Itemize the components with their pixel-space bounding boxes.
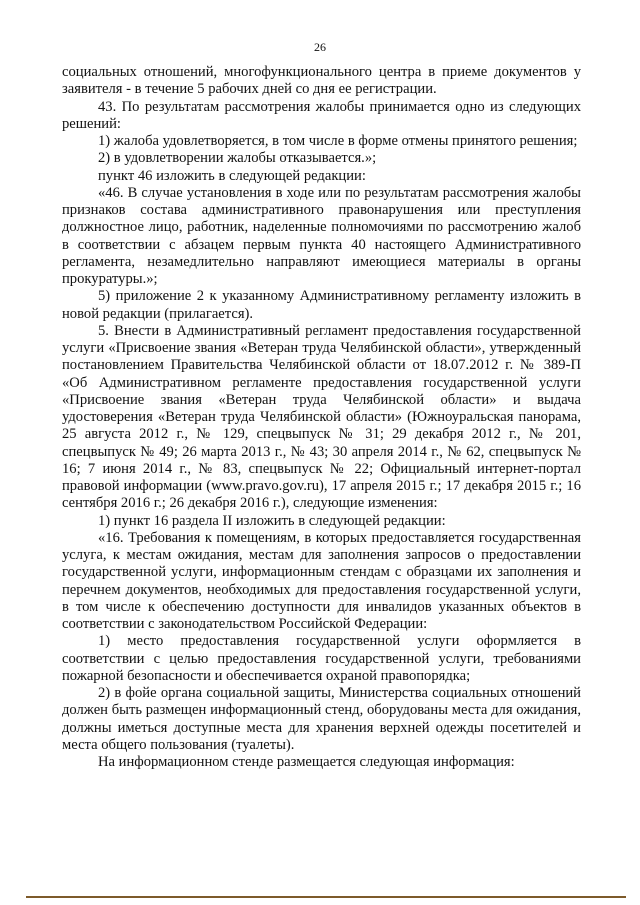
paragraph-decision-2: 2) в удовлетворении жалобы отказывается.»; xyxy=(98,150,377,167)
paragraph-decision-1: 1) жалоба удовлетворяется, в том числе в форме отмены принятого решения; xyxy=(98,133,578,149)
paragraph-continuation: социальных отношений, многофункционального центра в приеме документов у заявителя - в течение 5 рабочих дней со дня ее регистрации. xyxy=(62,64,581,98)
paragraph-appendix-2: 5) приложение 2 к указанному Административному регламенту изложить в новой редакции (прилагается). xyxy=(62,288,581,322)
paragraph-info-stand: На информационном стенде размещается следующая информация: xyxy=(98,754,515,770)
paragraph-43: 43. По результатам рассмотрения жалобы принимается одно из следующих решений: xyxy=(62,98,581,132)
paragraph-16: «16. Требования к помещениям, в которых предоставляется государственная услуга, к местам ожидания, местам для заполнения запросов о предоставлении государственной услуги, информационным стендам с образцами их заполнения и перечнем документов, необходимых для предоставления государственной услуги, в том числе к обеспечению доступности для инвалидов указанных объектов в соответствии с законодательством Российской Федерации: xyxy=(62,529,581,632)
page-bottom-edge xyxy=(26,896,626,898)
paragraph-item-16-intro: 1) пункт 16 раздела II изложить в следующей редакции: xyxy=(98,512,446,529)
page-number: 26 xyxy=(314,40,326,54)
paragraph-5: 5. Внести в Административный регламент предоставления государственной услуги «Присвоение звания «Ветеран труда Челябинской области», утвержденный постановлением Правительства Челябинской области от 18.07.2012 г. № 389-П «Об Административном регламенте предоставления государственной услуги «Присвоение звания «Ветеран труда Челябинской области» и выдача удостоверения «Ветеран труда Челябинской области» (Южноуральская панорама, 25 августа 2012 г., № 129, спецвыпуск № 31; 29 декабря 2012 г., № 201, спецвыпуск № 49; 26 марта 2013 г., № 43; 30 апреля 2014 г., № 62, спецвыпуск № 16; 7 июня 2014 г., № 83, спецвыпуск № 22; Официальный интернет-портал правовой информации (www.pravo.gov.ru), 17 апреля 2015 г.; 17 декабря 2015 г.; 16 сентября 2016 г.; 26 декабря 2016 г.), следующие изменения: xyxy=(62,322,581,512)
paragraph-16-1: 1) место предоставления государственной услуги оформляется в соответствии с целью предоставления государственной услуги, требованиями пожарной безопасности и обеспечивается охраной правопорядка; xyxy=(62,633,581,684)
document-body xyxy=(62,64,581,771)
paragraph-46: «46. В случае установления в ходе или по результатам рассмотрения жалобы признаков состава административного правонарушения или преступления должностное лицо, работник, наделенные полномочиями по рассмотрению жалоб в соответствии с абзацем первым пункта 40 настоящего Административного регламента, незамедлительно направляют имеющиеся материалы в органы прокуратуры.»; xyxy=(62,184,581,287)
paragraph-item-46-intro: пункт 46 изложить в следующей редакции: xyxy=(98,167,366,184)
paragraph-16-2: 2) в фойе органа социальной защиты, Министерства социальных отношений должен быть размещен информационный стенд, оборудованы места для ожидания, должны иметься доступные места для хранения верхней одежды посетителей и места общего пользования (туалеты). xyxy=(62,685,581,753)
